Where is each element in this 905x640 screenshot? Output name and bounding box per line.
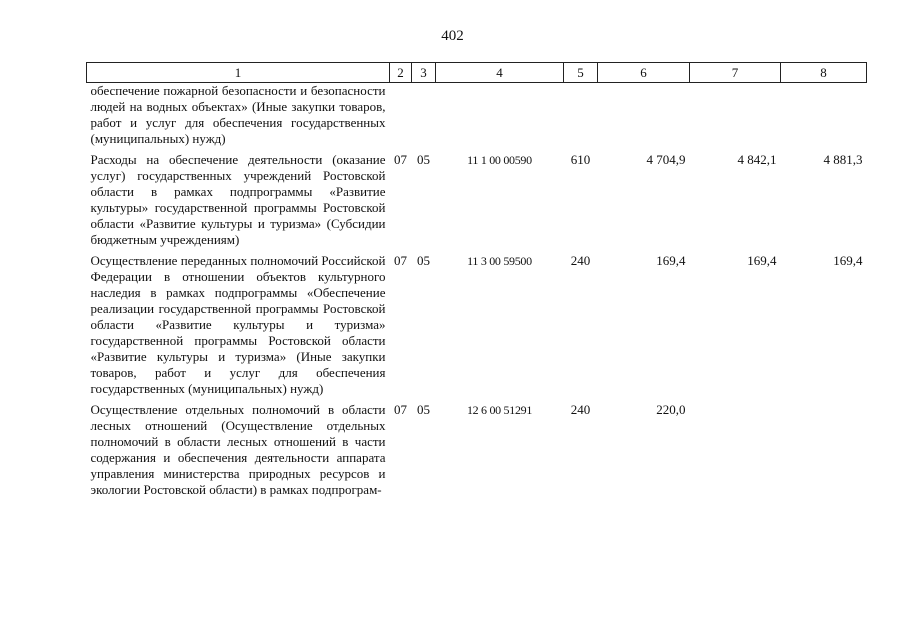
row-section: 07 bbox=[394, 402, 407, 417]
row-amount-col7: 4 842,1 bbox=[737, 152, 777, 167]
row-section: 07 bbox=[394, 152, 407, 167]
row-target-code: 12 6 00 51291 bbox=[466, 403, 533, 417]
row-amount-col8: 169,4 bbox=[833, 253, 863, 268]
header-col-3: 3 bbox=[412, 63, 436, 83]
header-col-2: 2 bbox=[390, 63, 412, 83]
row-amount-col6: 4 704,9 bbox=[646, 152, 686, 167]
row-expense-type: 610 bbox=[570, 152, 591, 167]
page-number: 402 bbox=[441, 28, 464, 44]
row-subsection: 05 bbox=[417, 402, 430, 417]
row-target-code: 11 3 00 59500 bbox=[467, 254, 532, 268]
row-description: Расходы на обеспечение деятельности (оказание услуг) государственных учреждений Ростовской области в рамках подпрограммы «Развитие культуры» государственной программы Ростовской области «Развитие культуры и туризма» (Субсидии бюджетным учреждениям) bbox=[90, 152, 386, 247]
row-target-code bbox=[436, 83, 564, 153]
row-section: 07 bbox=[394, 253, 407, 268]
row-amount-col8 bbox=[781, 83, 867, 153]
row-amount-col7 bbox=[690, 83, 781, 153]
row-amount-col7 bbox=[690, 402, 781, 503]
row-amount-col8: 4 881,3 bbox=[823, 152, 863, 167]
row-subsection: 05 bbox=[417, 152, 430, 167]
table-body bbox=[87, 83, 867, 504]
table-row bbox=[87, 253, 867, 402]
row-amount-col6: 220,0 bbox=[656, 402, 686, 417]
row-amount-col7: 169,4 bbox=[747, 253, 777, 268]
row-expense-type bbox=[564, 83, 598, 153]
row-description: обеспечение пожарной безопасности и безопасности людей на водных объектах» (Иные закупки товаров, работ и услуг для обеспечения государственных (муниципальных) нужд) bbox=[90, 83, 386, 146]
row-subsection bbox=[412, 83, 436, 153]
header-col-5: 5 bbox=[564, 63, 598, 83]
header-col-6: 6 bbox=[598, 63, 690, 83]
row-description: Осуществление отдельных полномочий в области лесных отношений (Осуществление отдельных полномочий в области лесных отношений в части содержания и обеспечения деятельности аппарата управления министерства природных ресурсов и экологии Ростовской области) в рамках подпрограм- bbox=[90, 402, 386, 497]
row-amount-col8 bbox=[781, 402, 867, 503]
row-expense-type: 240 bbox=[570, 402, 591, 417]
header-col-4: 4 bbox=[436, 63, 564, 83]
row-amount-col6 bbox=[598, 83, 690, 153]
row-section bbox=[390, 83, 412, 153]
header-row bbox=[87, 63, 867, 83]
header-col-7: 7 bbox=[690, 63, 781, 83]
row-description: Осуществление переданных полномочий Российской Федерации в отношении объектов культурного наследия в рамках подпрограммы «Обеспечение реализации государственной программы Ростовской области «Развитие культуры и туризма» государственной программы Ростовской области «Развитие культуры и туризма» (Иные закупки товаров, работ и услуг для обеспечения государственных (муниципальных) нужд) bbox=[90, 253, 386, 396]
header-col-1: 1 bbox=[87, 63, 390, 83]
row-expense-type: 240 bbox=[570, 253, 591, 268]
header-col-8: 8 bbox=[781, 63, 867, 83]
table-header bbox=[87, 63, 867, 83]
row-target-code: 11 1 00 00590 bbox=[467, 153, 532, 167]
table-row bbox=[87, 402, 867, 503]
row-subsection: 05 bbox=[417, 253, 430, 268]
table-row bbox=[87, 83, 867, 153]
table-row bbox=[87, 152, 867, 253]
budget-table bbox=[86, 62, 867, 503]
row-amount-col6: 169,4 bbox=[656, 253, 686, 268]
